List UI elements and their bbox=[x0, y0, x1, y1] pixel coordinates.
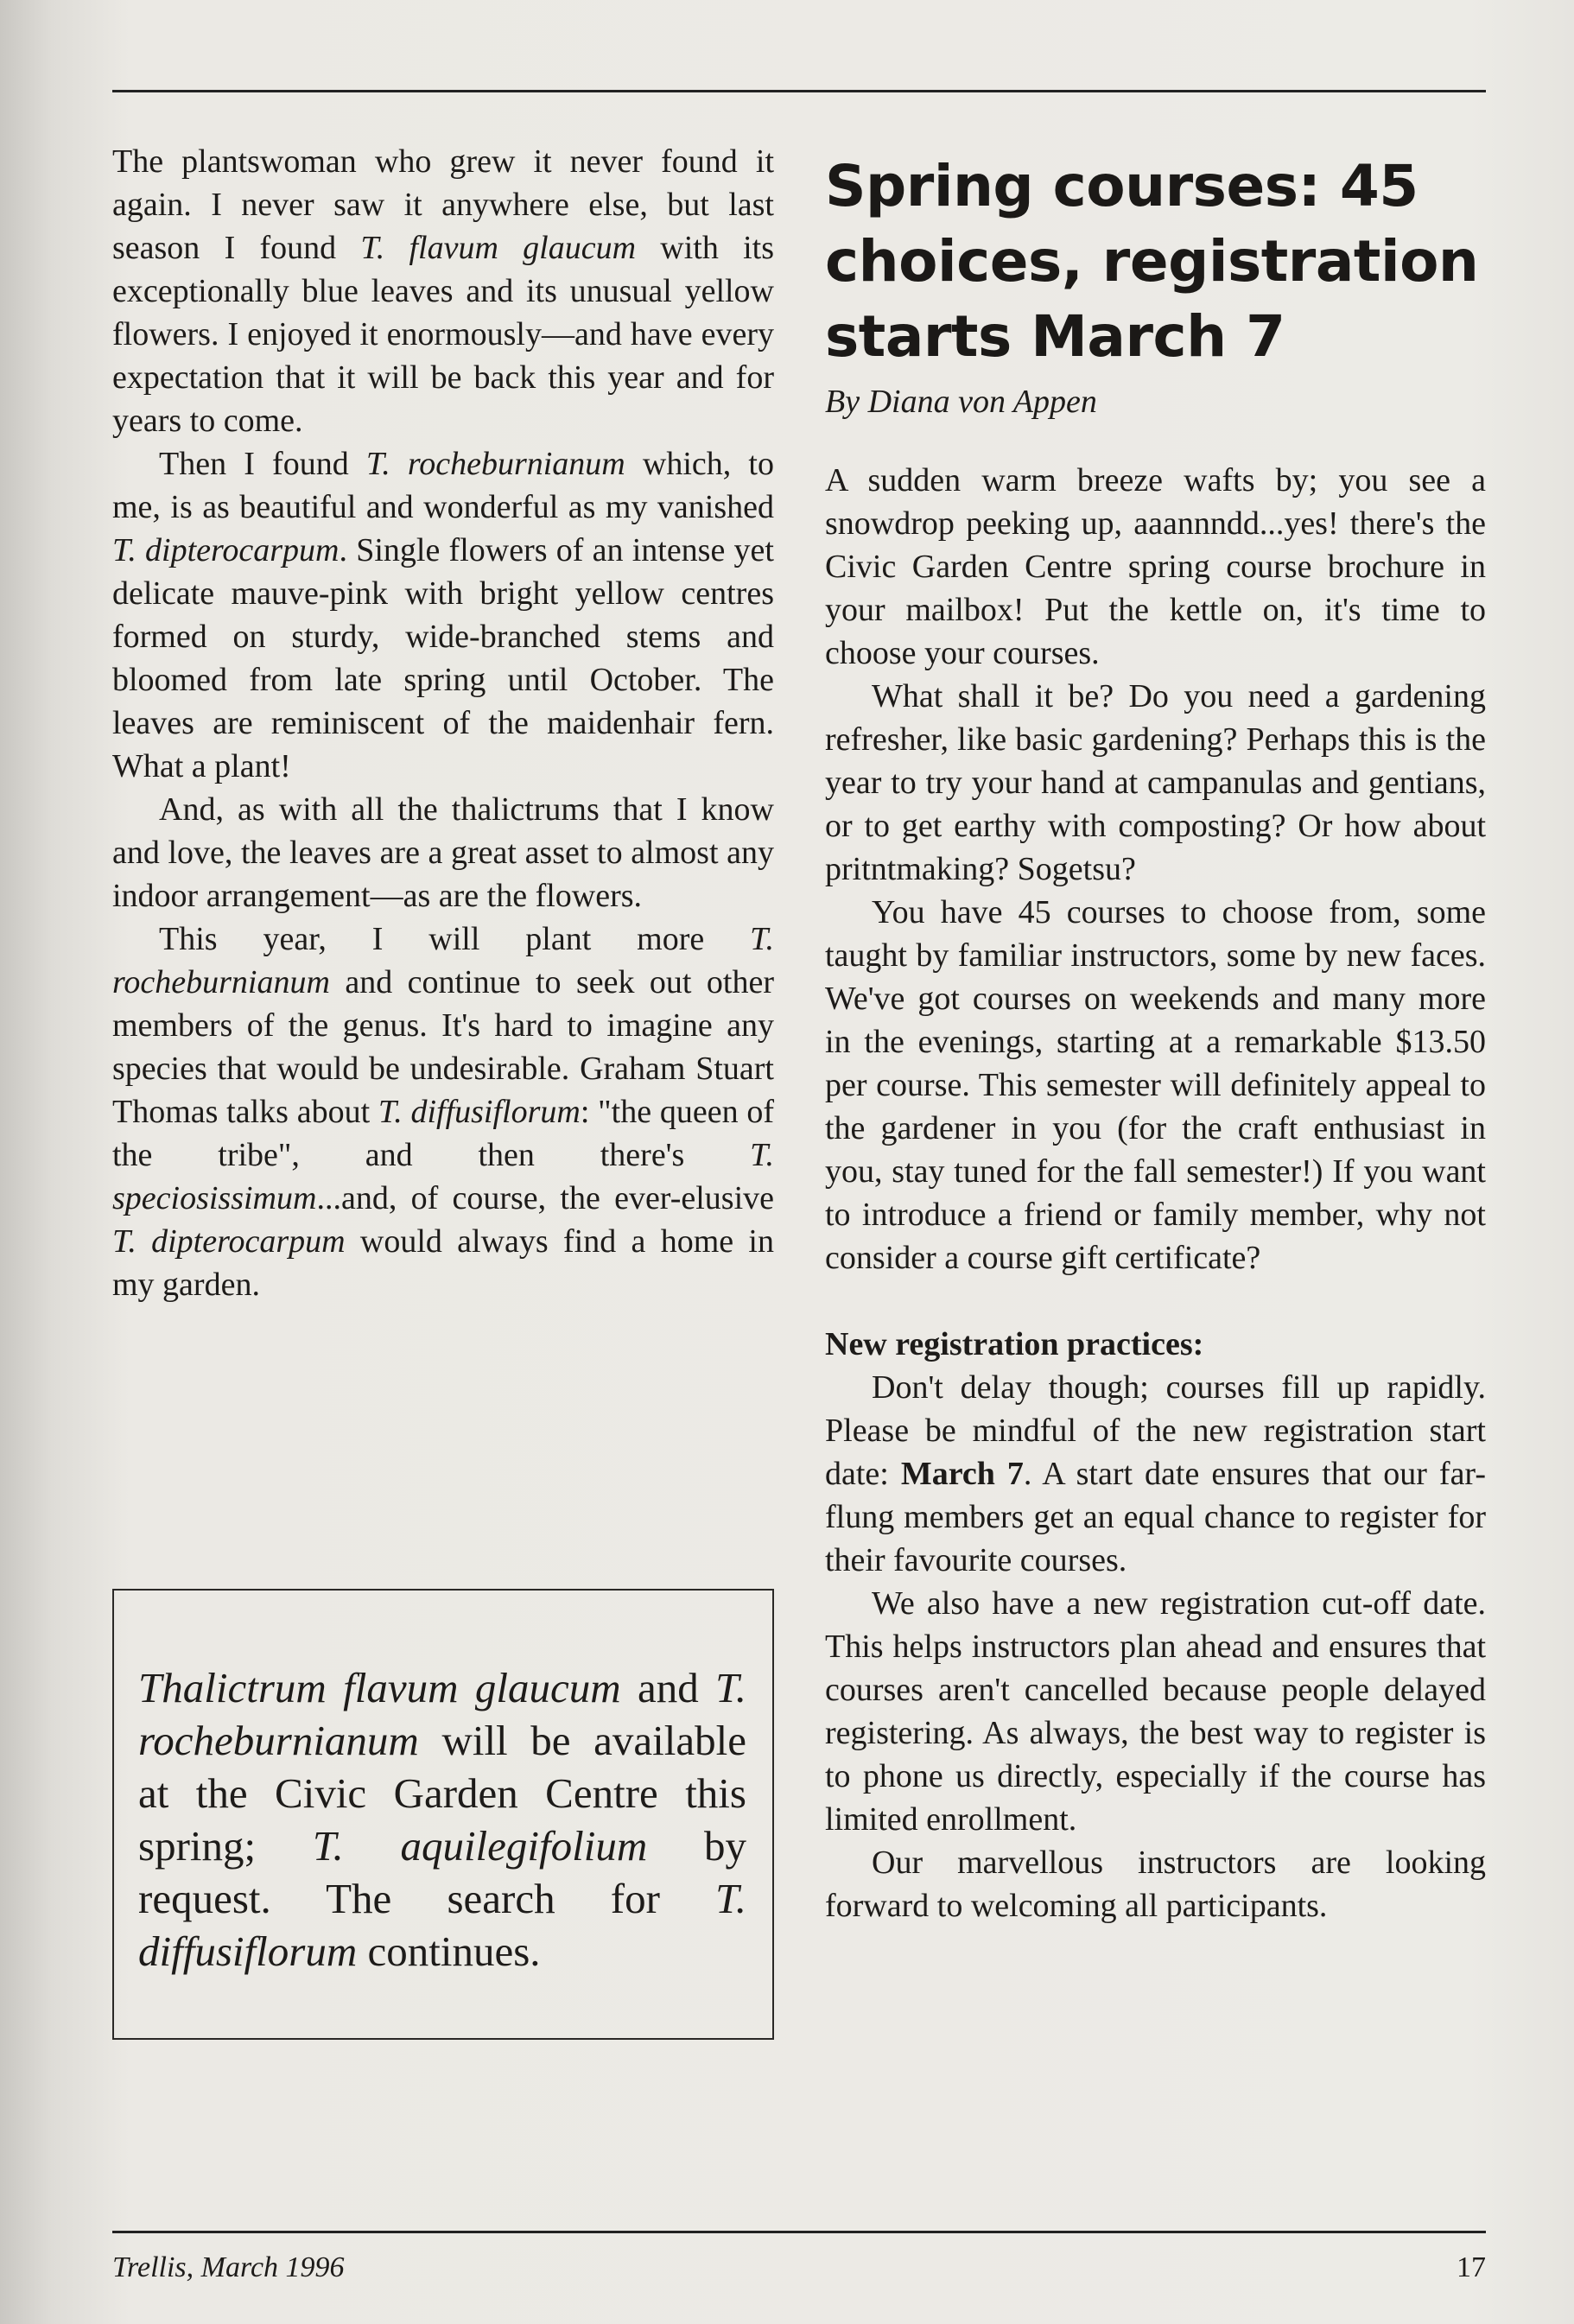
registration-subhead: New registration practices: bbox=[825, 1326, 1204, 1362]
left-paragraph-4: This year, I will plant more T. rocheburnianum and continue to seek out other members of the genus. It's hard to imagine any species that would be undesirable. Graham Stuart Thomas talks about T. diffusiflorum: "the queen of the tribe", and then there's T. speciosissimum...and, of course, the ever-elusive T. dipterocarpum would always find a home in my garden. bbox=[112, 921, 774, 1303]
top-rule bbox=[112, 90, 1486, 92]
registration-paragraph-1: Don't delay though; courses fill up rapidly. Please be mindful of the new registration start date: March 7. A start date ensures that our far-flung members get an equal chance to register for their favourite courses. bbox=[825, 1369, 1486, 1578]
article-headline: Spring courses: 45 choices, registration starts March 7 bbox=[825, 153, 1479, 370]
left-paragraph-3: And, as with all the thalictrums that I know and love, the leaves are a great asset to almost any indoor arrangement—as are the flowers. bbox=[112, 791, 774, 914]
article-paragraph-2: What shall it be? Do you need a gardening refresher, like basic gardening? Perhaps this is the year to try your hand at campanulas and gentians, or to get earthy with composting? Or how about pritntmaking? Sogetsu? bbox=[825, 678, 1486, 887]
left-paragraph-1: The plantswoman who grew it never found it again. I never saw it anywhere else, but last season I found T. flavum glaucum with its exceptionally blue leaves and its unusual yellow flowers. I enjoyed it enormously—and have every expectation that it will be back this year and for years to come. bbox=[112, 143, 774, 439]
article-paragraph-1: A sudden warm breeze wafts by; you see a snowdrop peeking up, aaannndd...yes! there's the Civic Garden Centre spring course brochure in your mailbox! Put the kettle on, it's time to choose your courses. bbox=[825, 462, 1486, 671]
article-byline: By Diana von Appen bbox=[825, 384, 1097, 420]
registration-paragraph-2: We also have a new registration cut-off date. This helps instructors plan ahead and ensures that courses aren't cancelled because people delayed registering. As always, the best way to register is to phone us directly, especially if the course has limited enrollment. bbox=[825, 1585, 1486, 1838]
callout-text: Thalictrum flavum glaucum and T. rocheburnianum will be available at the Civic Garden Centre this spring; T. aquilegifolium by request. The search for T. diffusiflorum continues. bbox=[138, 1664, 746, 1975]
publication-footer: Trellis, March 1996 bbox=[112, 2251, 345, 2283]
left-column bbox=[112, 140, 774, 1306]
page-number: 17 bbox=[1457, 2251, 1486, 2283]
spring-courses-article bbox=[825, 140, 1486, 1927]
plant-availability-callout bbox=[112, 1589, 774, 2040]
left-paragraph-2: Then I found T. rocheburnianum which, to me, is as beautiful and wonderful as my vanished T. dipterocarpum. Single flowers of an intense yet delicate mauve-pink with bright yellow centres formed on sturdy, wide-branched stems and bloomed from late spring until October. The leaves are reminiscent of the maidenhair fern. What a plant! bbox=[112, 446, 774, 784]
bottom-rule bbox=[112, 2231, 1486, 2233]
article-paragraph-3: You have 45 courses to choose from, some taught by familiar instructors, some by new faces. We've got courses on weekends and many more in the evenings, starting at a remarkable $13.50 per course. This semester will definitely appeal to the gardener in you (for the craft enthusiast in you, stay tuned for the fall semester!) If you want to introduce a friend or family member, why not consider a course gift certificate? bbox=[825, 894, 1486, 1276]
registration-paragraph-3: Our marvellous instructors are looking forward to welcoming all participants. bbox=[825, 1845, 1486, 1924]
